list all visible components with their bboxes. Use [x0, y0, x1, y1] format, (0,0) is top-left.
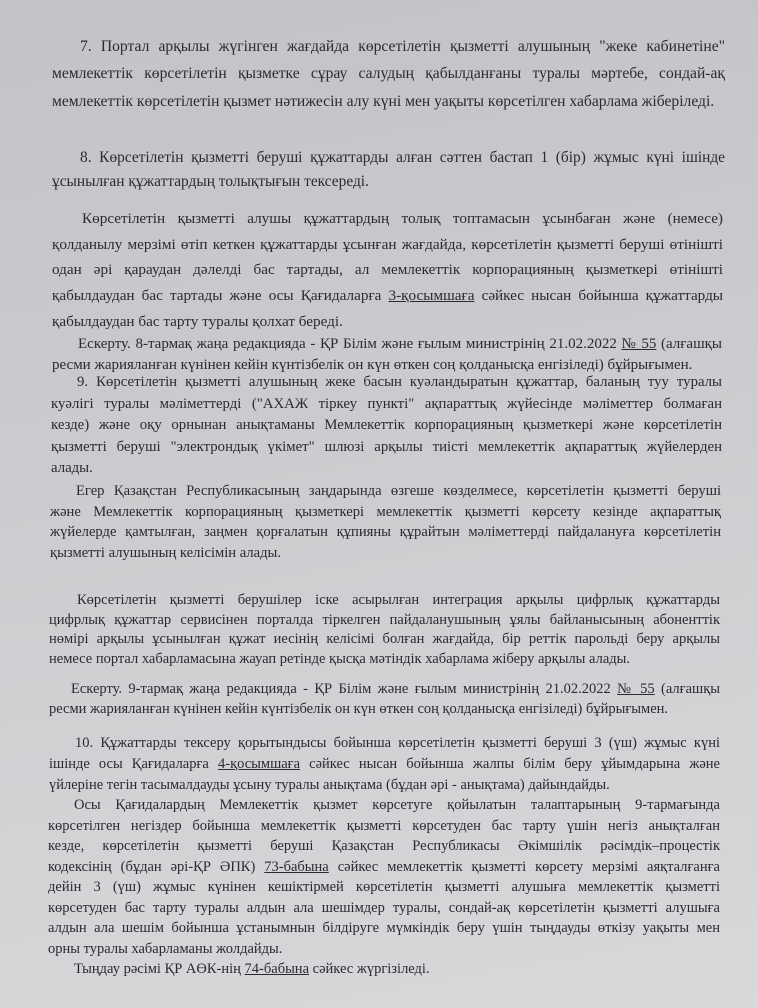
text-line: кезде) және оқу орнынан анықтаманы Мемлекеттік корпорацияның қызметкері және көрсетілетін [51, 417, 722, 434]
reference-link[interactable]: 4-қосымшаға [217, 756, 301, 773]
text-segment: кодексінің (бұдан әрі-ҚР ӘПК) [48, 858, 265, 875]
text-segment: Ескерту. 8-тармақ жаңа редакцияда - ҚР Білім және ғылым министрінің 21.02.2022 [78, 336, 622, 352]
text-line [74, 961, 720, 978]
text-segment: қабылдаудан бас тартады және осы Қағидаларға [52, 287, 389, 305]
text-line: алдын ала шешім бойынша ұстанымнын білдіруге мүмкіндік беру үшін тыңдауды өткізу уақыты мен [48, 920, 720, 937]
text-line: қызметті алушының келісімін алады. [50, 544, 281, 561]
text-segment: Тыңдау рәсімі ҚР АӨК-нің [74, 961, 245, 978]
text-segment: сәйкес нысан бойынша құжаттарды [474, 287, 724, 305]
text-segment: ішінде осы Қағидаларға [49, 756, 218, 773]
text-line: қабылдаудан бас тарту туралы қолхат береді. [52, 313, 343, 331]
text-segment: сәйкес мемлекеттік қызметті көрсету мерзімі аяқталғанға [328, 858, 720, 875]
text-line: алады. [51, 460, 93, 477]
text-line: 7. Портал арқылы жүгінген жағдайда көрсетілетін қызметті алушының "жеке кабинетіне" [80, 37, 725, 55]
text-line: көрсетуден бас тарту туралы алдын ала шешімдер туралы, сондай-ақ көрсетілетін қызметті алушыға [48, 899, 720, 916]
reference-link[interactable]: 73-бабына [264, 858, 329, 875]
text-line: дейін 3 (үш) жұмыс күнінен кешіктірмей көрсетілетін қызметті алушыға мемлекеттік қызметті [48, 879, 720, 896]
text-line: цифрлық құжаттар сервисінен порталда тіркелген пайдаланушының ұялы байланысының абоненттік [49, 611, 720, 628]
text-line: одан әрі қараудан дәлелді бас тартады, ал мемлекеттік корпорацияның қызметкері өтінішті [52, 261, 723, 279]
text-segment: (алғашқы [654, 681, 720, 698]
text-line: орны туралы хабарламаны жолдайды. [48, 940, 283, 957]
text-line: Егер Қазақстан Республикасының заңдарында өзгеше көзделмесе, көрсетілетін қызметті беруші [76, 483, 721, 500]
text-line: Көрсетілетін қызметті алушы құжаттардың толық топтамасын ұсынбаған және (немесе) [82, 209, 723, 227]
text-line [52, 287, 723, 305]
text-line [49, 756, 720, 773]
text-segment: сәйкес жүргізіледі. [309, 961, 430, 978]
text-line: қолданылу мерзімі өтіп кеткен құжаттарды ұсынған жағдайда, көрсетілетін қызметті беруші өтінішті [52, 235, 723, 253]
reference-link[interactable]: 3-қосымшаға [388, 287, 475, 305]
text-line: Осы Қағидалардың Мемлекеттік қызмет көрсетуге қойылатын талаптарының 9-тармағында [74, 797, 720, 814]
text-segment: Ескерту. 9-тармақ жаңа редакцияда - ҚР Білім және ғылым министрінің 21.02.2022 [71, 681, 618, 698]
text-line: және Мемлекеттік корпорацияның қызметкері мемлекеттік қызметті көрсету кезінде ақпараттық [50, 503, 721, 520]
text-segment: сәйкес нысан бойынша жалпы білім беру ұйымдарына және [300, 756, 720, 773]
text-line: ресми жарияланған күнінен кейін күнтізбелік он күн өткен соң қолданысқа енгізіледі) бұйрығымен. [52, 357, 693, 373]
text-line [48, 859, 720, 876]
text-segment: (алғашқы [656, 336, 722, 352]
text-line: 10. Құжаттарды тексеру қорытындысы бойынша көрсетілетін қызметті беруші 3 (үш) жұмыс күні [75, 735, 720, 752]
text-line [71, 681, 720, 698]
text-line: Көрсетілетін қызметті берушілер іске асырылған интеграция арқылы цифрлық құжаттарды [77, 592, 720, 609]
text-line: ұсынылған құжаттардың толықтығын тексереді. [52, 172, 369, 190]
reference-link[interactable]: 74-бабына [244, 961, 310, 978]
reference-link[interactable]: № 55 [621, 336, 657, 352]
text-line: жүйелерде қамтылған, заңмен қорғалатын құпияны құрайтын мәліметтерді пайдалануға көрсетілетін [50, 524, 721, 541]
text-line: қызметті беруші "электрондық үкімет" шлюзі арқылы тиісті мемлекеттік ақпараттық жүйелерден [51, 438, 722, 455]
text-line: мемлекеттік көрсетілетін қызмет нәтижесін алу күні мен уақыты көрсетілген хабарлама жіберіледі. [52, 92, 715, 110]
text-line: куәлігі туралы мәліметтерді ("АХАЖ тіркеу пункті" ақпараттық жүйесінде мәліметтер болмаған [51, 395, 722, 412]
text-line: көрсетілген негіздер бойынша мемлекеттік қызметті көрсетуден бас тарту үшін негіз анықталған [48, 817, 720, 834]
text-line [78, 335, 722, 353]
text-line: немесе портал хабарламасына жауап ретінде қысқа мәтіндік хабарлама жіберу арқылы алады. [49, 650, 631, 667]
text-line: 9. Көрсетілетін қызметті алушының жеке басын куәландыратын құжаттар, баланың туу туралы [77, 374, 722, 391]
text-line: мемлекеттік көрсетілетін қызметке сұрау салудың қабылданғаны туралы мәртебе, сондай-ақ [52, 65, 725, 83]
text-line: нөмірі арқылы ұсынылған құжат иесінің келісімі болған жағдайда, бір реттік парольді беру арқылы [49, 631, 720, 648]
reference-link[interactable]: № 55 [617, 681, 655, 698]
text-line: кезде, көрсетілетін қызметті беруші Қазақстан Республикасы Әкімшілік рәсімдік–процестік [48, 838, 720, 855]
text-line: 8. Көрсетілетін қызметті беруші құжаттарды алған сәттен бастап 1 (бір) жұмыс күні ішінде [80, 148, 725, 166]
text-line: үйлеріне тегін тасымалдауды ұсыну туралы анықтама (бұдан әрі - анықтама) дайындайды. [49, 777, 610, 794]
text-line: ресми жарияланған күнінен кейін күнтізбелік он күн өткен соң қолданысқа енгізіледі) бұйрығымен. [49, 701, 669, 718]
